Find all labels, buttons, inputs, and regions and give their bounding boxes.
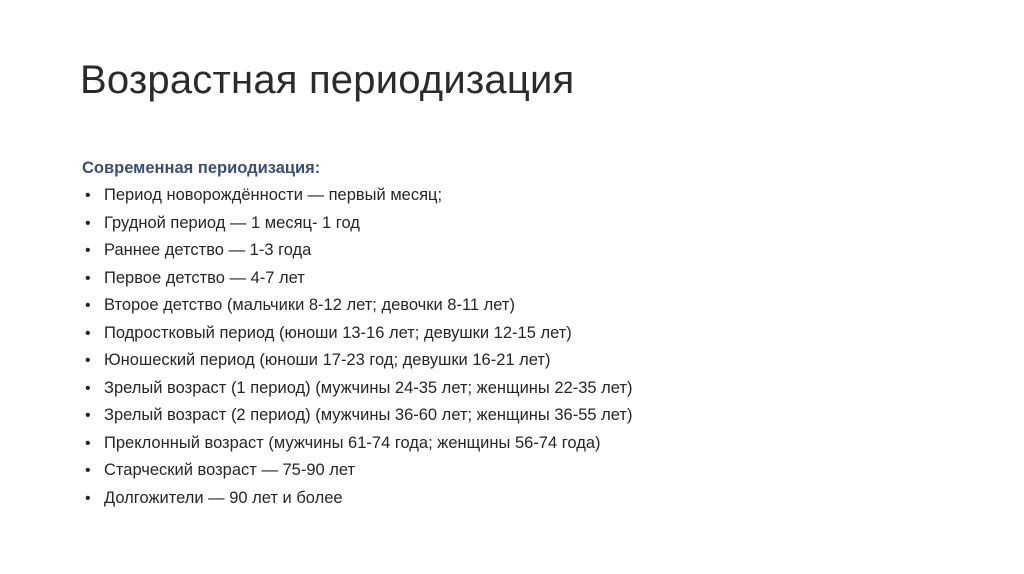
list-item-text: Юношеский период (юноши 17-23 год; девушки 16-21 лет): [104, 351, 551, 369]
bullet-icon: •: [85, 434, 91, 452]
list-item: [82, 182, 782, 210]
list-item-text: Зрелый возраст (1 период) (мужчины 24-35 лет; женщины 22-35 лет): [104, 378, 633, 397]
bullet-icon: •: [85, 187, 91, 204]
list-item-text: Грудной период — 1 месяц- 1 год: [104, 213, 360, 232]
list-item: [82, 430, 782, 458]
bullet-icon: •: [85, 462, 91, 479]
bullet-icon: •: [85, 297, 91, 314]
list-item: [82, 237, 782, 265]
list-item-text: Период новорождённости — первый месяц;: [104, 186, 443, 204]
subheading: Современная периодизация:: [82, 159, 321, 177]
bullet-icon: •: [85, 352, 91, 369]
bullet-icon: •: [85, 269, 91, 287]
list-item: [82, 265, 782, 293]
slide-title: Возрастная периодизация: [80, 58, 575, 102]
bullet-icon: •: [85, 242, 91, 259]
list-item: [82, 457, 782, 485]
bullet-icon: •: [85, 379, 91, 397]
list-item: [82, 375, 782, 403]
list-item-text: Старческий возраст — 75-90 лет: [104, 461, 356, 479]
slide-content: [82, 154, 782, 512]
bullet-icon: •: [85, 407, 91, 424]
list-item-text: Первое детство — 4-7 лет: [104, 268, 305, 287]
list-item-text: Раннее детство — 1-3 года: [104, 241, 312, 259]
periodization-list: [82, 182, 782, 512]
list-item-text: Долгожители — 90 лет и более: [104, 488, 343, 507]
list-item: [82, 210, 782, 238]
list-item: [82, 402, 782, 430]
list-item-text: Преклонный возраст (мужчины 61-74 года; женщины 56-74 года): [104, 433, 601, 452]
list-item-text: Подростковый период (юноши 13-16 лет; девушки 12-15 лет): [104, 323, 572, 342]
list-item-text: Второе детство (мальчики 8-12 лет; девочки 8-11 лет): [104, 296, 515, 314]
bullet-icon: •: [85, 489, 91, 507]
list-item: [82, 347, 782, 375]
bullet-icon: •: [85, 324, 91, 342]
bullet-icon: •: [85, 214, 91, 232]
list-item: [82, 485, 782, 513]
list-item: [82, 292, 782, 320]
list-item: [82, 320, 782, 348]
list-item-text: Зрелый возраст (2 период) (мужчины 36-60 лет; женщины 36-55 лет): [104, 406, 633, 424]
